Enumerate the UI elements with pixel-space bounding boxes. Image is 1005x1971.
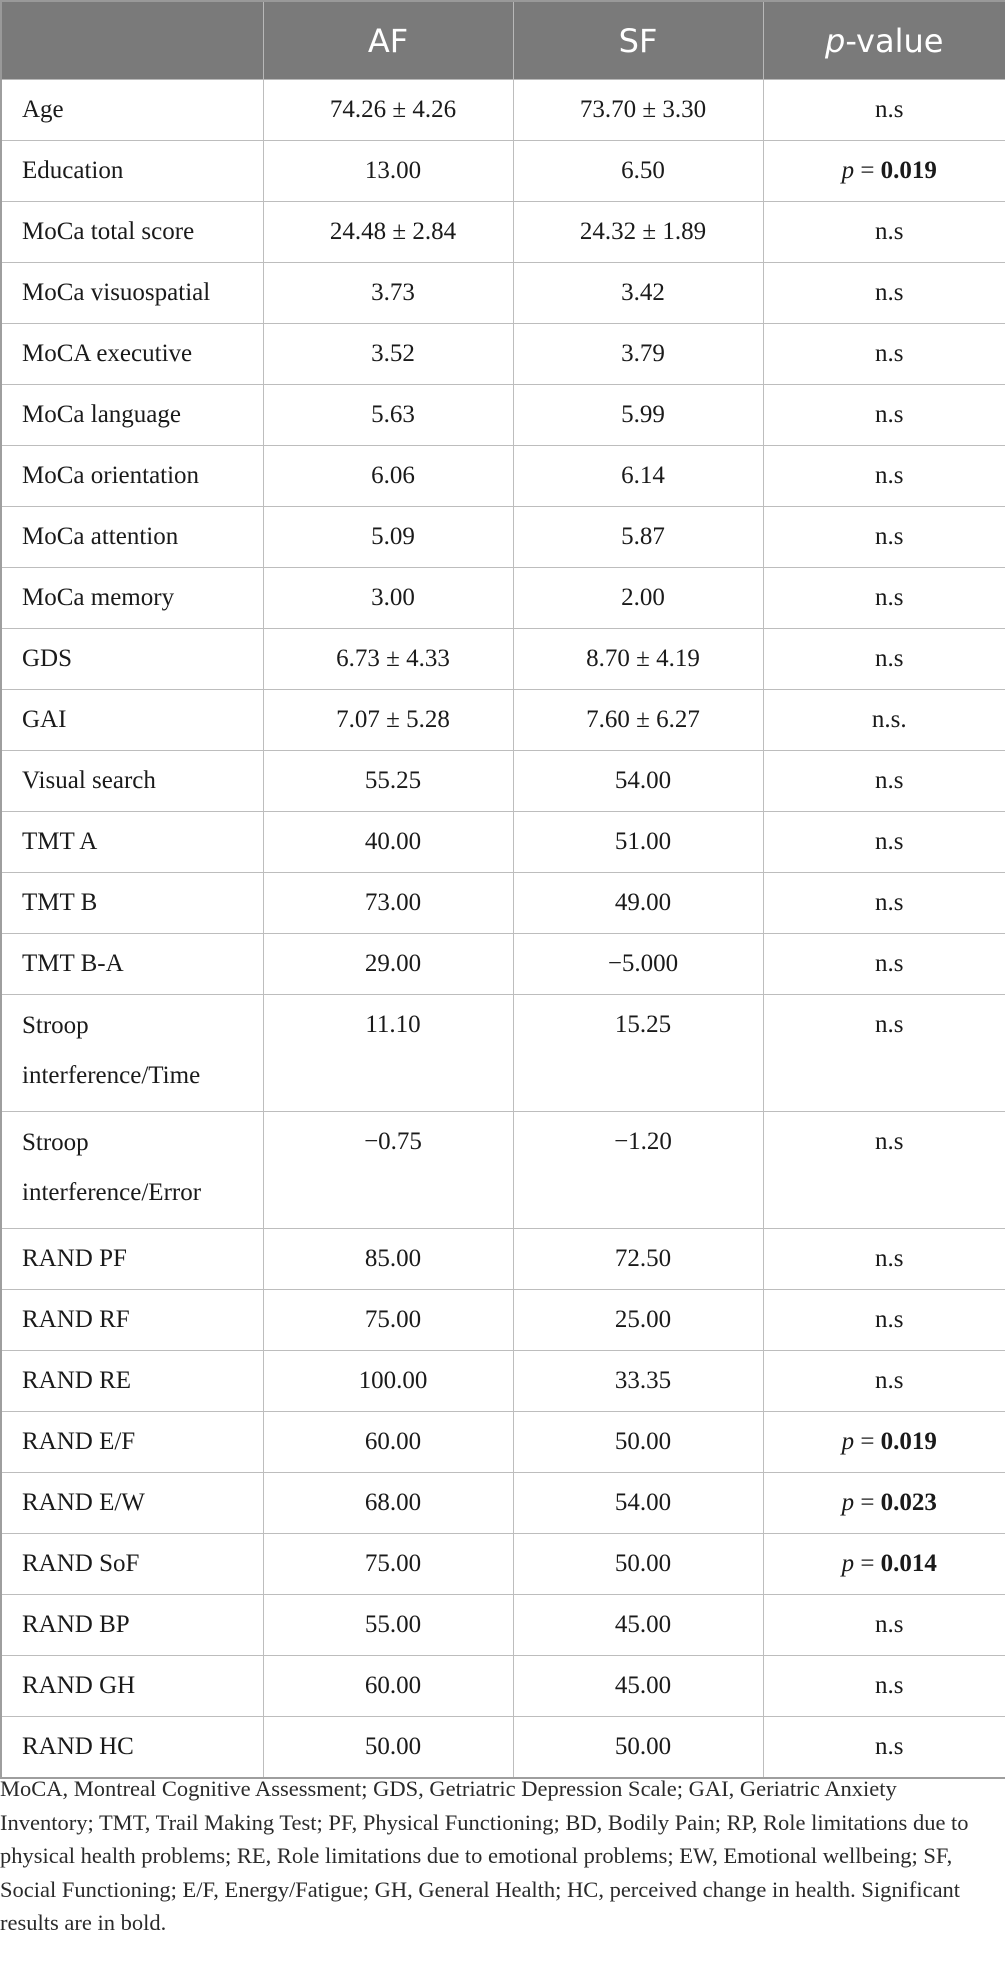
p-equals: = — [854, 1550, 881, 1577]
sf-value: 45.00 — [513, 1656, 763, 1717]
p-value-cell: n.s — [763, 1290, 1005, 1351]
table-row — [1, 1351, 1005, 1412]
af-value: 85.00 — [263, 1229, 513, 1290]
p-value-cell: n.s — [763, 202, 1005, 263]
table-row — [1, 873, 1005, 934]
row-label: Age — [1, 80, 263, 141]
row-label: RAND HC — [1, 1717, 263, 1779]
sf-value: 50.00 — [513, 1412, 763, 1473]
row-label: RAND GH — [1, 1656, 263, 1717]
significant-p-value: 0.014 — [880, 1550, 937, 1577]
af-value: −0.75 — [263, 1112, 513, 1229]
p-equals: = — [854, 1489, 881, 1516]
row-label: MoCA executive — [1, 324, 263, 385]
header-sf: SF — [513, 1, 763, 80]
p-value-cell: n.s — [763, 751, 1005, 812]
table-row — [1, 629, 1005, 690]
row-label: TMT A — [1, 812, 263, 873]
p-value-cell: n.s — [763, 1656, 1005, 1717]
sf-value: 6.50 — [513, 141, 763, 202]
sf-value: 15.25 — [513, 995, 763, 1112]
sf-value: 45.00 — [513, 1595, 763, 1656]
p-value-cell: n.s. — [763, 690, 1005, 751]
row-label: Education — [1, 141, 263, 202]
p-value-cell — [763, 1412, 1005, 1473]
af-value: 55.00 — [263, 1595, 513, 1656]
row-label: Visual search — [1, 751, 263, 812]
row-label: MoCa visuospatial — [1, 263, 263, 324]
af-value: 6.06 — [263, 446, 513, 507]
sf-value: 2.00 — [513, 568, 763, 629]
row-label: RAND E/W — [1, 1473, 263, 1534]
af-value: 68.00 — [263, 1473, 513, 1534]
header-af: AF — [263, 1, 513, 80]
sf-value: 49.00 — [513, 873, 763, 934]
row-label: MoCa memory — [1, 568, 263, 629]
p-value-cell: n.s — [763, 446, 1005, 507]
af-value: 100.00 — [263, 1351, 513, 1412]
sf-value: 5.87 — [513, 507, 763, 568]
table-row — [1, 263, 1005, 324]
af-value: 3.73 — [263, 263, 513, 324]
table-row — [1, 812, 1005, 873]
table-row — [1, 934, 1005, 995]
p-value-cell: n.s — [763, 324, 1005, 385]
p-symbol: p — [841, 1550, 855, 1577]
af-value: 5.63 — [263, 385, 513, 446]
p-value-cell: n.s — [763, 1112, 1005, 1229]
p-equals: = — [854, 157, 881, 184]
header-p-value — [763, 1, 1005, 80]
sf-value: 50.00 — [513, 1534, 763, 1595]
row-label: Stroop interference/Error — [1, 1112, 263, 1229]
row-label: RAND RF — [1, 1290, 263, 1351]
af-value: 60.00 — [263, 1412, 513, 1473]
row-label: RAND SoF — [1, 1534, 263, 1595]
sf-value: −5.000 — [513, 934, 763, 995]
table-row — [1, 1412, 1005, 1473]
p-value-cell: n.s — [763, 629, 1005, 690]
row-label: MoCa language — [1, 385, 263, 446]
p-value-cell: n.s — [763, 1351, 1005, 1412]
p-value-cell: n.s — [763, 995, 1005, 1112]
row-label: RAND E/F — [1, 1412, 263, 1473]
table-row — [1, 751, 1005, 812]
sf-value: 25.00 — [513, 1290, 763, 1351]
p-value-cell: n.s — [763, 1595, 1005, 1656]
row-label: MoCa attention — [1, 507, 263, 568]
p-value-cell: n.s — [763, 873, 1005, 934]
p-value-cell — [763, 1534, 1005, 1595]
af-value: 55.25 — [263, 751, 513, 812]
p-value-cell: n.s — [763, 263, 1005, 324]
table-row — [1, 1229, 1005, 1290]
row-label: RAND BP — [1, 1595, 263, 1656]
significant-p-value: 0.023 — [880, 1489, 937, 1516]
sf-value: 5.99 — [513, 385, 763, 446]
significant-p-value: 0.019 — [880, 157, 937, 184]
af-value: 11.10 — [263, 995, 513, 1112]
af-value: 75.00 — [263, 1290, 513, 1351]
table-row — [1, 1473, 1005, 1534]
table-row — [1, 324, 1005, 385]
p-value-cell: n.s — [763, 1717, 1005, 1779]
table-row — [1, 80, 1005, 141]
header-variable — [1, 1, 263, 80]
table-row — [1, 995, 1005, 1112]
table-footnote: MoCA, Montreal Cognitive Assessment; GDS, Getriatric Depression Scale; GAI, Geriatric Anxiety Inventory; TMT, Trail Making Test; PF, Physical Functioning; BD, Bodily Pain; RP, Role limitations due to physical health problems; RE, Role limitations due to emotional problems; EW, Emotional wellbeing; SF, Social Functioning; E/F, Energy/Fatigue; GH, General Health; HC, perceived change in health. Significant results are in bold. — [0, 1776, 969, 1935]
sf-value: −1.20 — [513, 1112, 763, 1229]
table-row — [1, 1112, 1005, 1229]
sf-value: 6.14 — [513, 446, 763, 507]
af-value: 73.00 — [263, 873, 513, 934]
af-value: 7.07 ± 5.28 — [263, 690, 513, 751]
significant-p-value: 0.019 — [880, 1428, 937, 1455]
row-label: Stroop interference/Time — [1, 995, 263, 1112]
row-label: GDS — [1, 629, 263, 690]
af-value: 60.00 — [263, 1656, 513, 1717]
af-value: 5.09 — [263, 507, 513, 568]
table-row — [1, 690, 1005, 751]
table-row — [1, 1534, 1005, 1595]
p-value-cell: n.s — [763, 1229, 1005, 1290]
p-value-cell: n.s — [763, 568, 1005, 629]
sf-value: 72.50 — [513, 1229, 763, 1290]
af-value: 50.00 — [263, 1717, 513, 1779]
row-label: MoCa total score — [1, 202, 263, 263]
af-value: 29.00 — [263, 934, 513, 995]
header-row — [1, 1, 1005, 80]
row-label: MoCa orientation — [1, 446, 263, 507]
p-value-cell — [763, 141, 1005, 202]
header-p-rest: -value — [845, 21, 944, 60]
af-value: 3.52 — [263, 324, 513, 385]
table-row — [1, 446, 1005, 507]
sf-value: 7.60 ± 6.27 — [513, 690, 763, 751]
af-value: 6.73 ± 4.33 — [263, 629, 513, 690]
sf-value: 24.32 ± 1.89 — [513, 202, 763, 263]
p-value-cell: n.s — [763, 507, 1005, 568]
row-label: RAND PF — [1, 1229, 263, 1290]
af-value: 40.00 — [263, 812, 513, 873]
af-value: 74.26 ± 4.26 — [263, 80, 513, 141]
row-label: TMT B-A — [1, 934, 263, 995]
table-body — [1, 80, 1005, 1779]
sf-value: 73.70 ± 3.30 — [513, 80, 763, 141]
row-label: TMT B — [1, 873, 263, 934]
table-row — [1, 1656, 1005, 1717]
row-label: GAI — [1, 690, 263, 751]
p-symbol: p — [841, 1489, 855, 1516]
p-symbol: p — [841, 1428, 855, 1455]
header-p-italic: p — [825, 21, 846, 60]
p-value-cell — [763, 1473, 1005, 1534]
sf-value: 54.00 — [513, 1473, 763, 1534]
sf-value: 33.35 — [513, 1351, 763, 1412]
table-row — [1, 1290, 1005, 1351]
af-value: 13.00 — [263, 141, 513, 202]
table-row — [1, 141, 1005, 202]
table-row — [1, 1717, 1005, 1779]
p-value-cell: n.s — [763, 934, 1005, 995]
sf-value: 3.79 — [513, 324, 763, 385]
af-value: 3.00 — [263, 568, 513, 629]
p-equals: = — [854, 1428, 881, 1455]
sf-value: 50.00 — [513, 1717, 763, 1779]
af-value: 24.48 ± 2.84 — [263, 202, 513, 263]
table-row — [1, 202, 1005, 263]
table-row — [1, 385, 1005, 446]
table-row — [1, 1595, 1005, 1656]
sf-value: 8.70 ± 4.19 — [513, 629, 763, 690]
p-value-cell: n.s — [763, 80, 1005, 141]
table-row — [1, 507, 1005, 568]
sf-value: 51.00 — [513, 812, 763, 873]
p-value-cell: n.s — [763, 385, 1005, 446]
p-symbol: p — [841, 157, 855, 184]
p-value-cell: n.s — [763, 812, 1005, 873]
af-value: 75.00 — [263, 1534, 513, 1595]
row-label: RAND RE — [1, 1351, 263, 1412]
sf-value: 54.00 — [513, 751, 763, 812]
sf-value: 3.42 — [513, 263, 763, 324]
table-row — [1, 568, 1005, 629]
